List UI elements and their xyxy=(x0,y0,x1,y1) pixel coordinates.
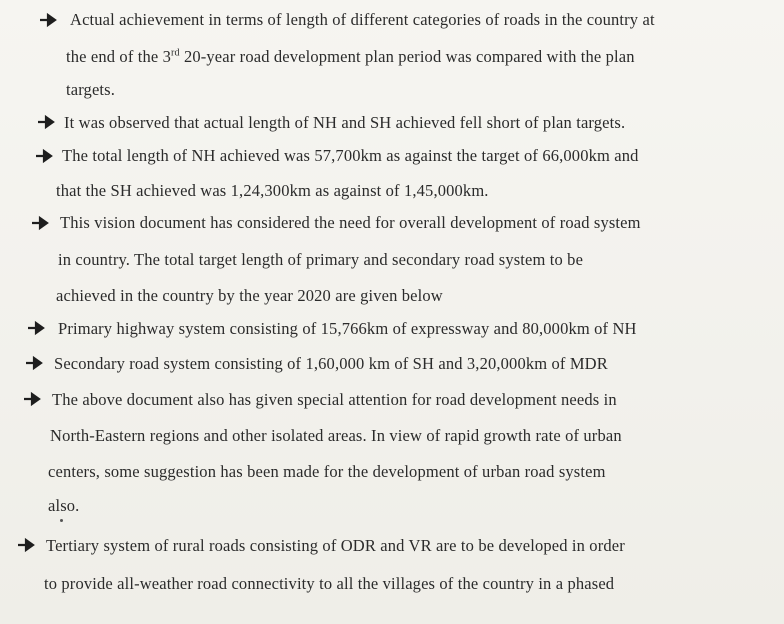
arrow-bullet-icon xyxy=(36,114,58,130)
text-line: The total length of NH achieved was 57,700km as against the target of 66,000km and xyxy=(62,146,639,165)
text-line: Actual achievement in terms of length of different categories of roads in the country at xyxy=(70,10,655,29)
arrow-bullet-icon xyxy=(34,148,56,164)
text-line: The above document also has given special attention for road development needs in xyxy=(52,390,617,409)
text-line: Secondary road system consisting of 1,60,000 km of SH and 3,20,000km of MDR xyxy=(54,354,608,373)
text-line: to provide all-weather road connectivity to all the villages of the country in a phased xyxy=(44,574,615,593)
text-line: It was observed that actual length of NH and SH achieved fell short of plan targets. xyxy=(64,113,626,132)
arrow-bullet-icon xyxy=(24,355,46,371)
arrow-bullet-icon xyxy=(16,537,38,553)
text-line: Primary highway system consisting of 15,766km of expressway and 80,000km of NH xyxy=(58,319,637,338)
text-line: that the SH achieved was 1,24,300km as against of 1,45,000km. xyxy=(56,181,489,200)
arrow-bullet-icon xyxy=(38,12,60,28)
text-line: in country. The total target length of primary and secondary road system to be xyxy=(58,250,584,269)
text-line: centers, some suggestion has been made for the development of urban road system xyxy=(48,462,606,481)
arrow-bullet-icon xyxy=(26,320,48,336)
text-line: also. xyxy=(48,496,80,515)
text-line: targets. xyxy=(66,80,116,99)
stray-mark xyxy=(60,519,63,522)
arrow-bullet-icon xyxy=(30,215,52,231)
text-line: the end of the 3rd 20-year road development plan period was compared with the plan xyxy=(66,47,635,66)
text-line: This vision document has considered the need for overall development of road system xyxy=(60,213,641,232)
text-line: Tertiary system of rural roads consisting of ODR and VR are to be developed in order xyxy=(46,536,625,555)
arrow-bullet-icon xyxy=(22,391,44,407)
text-line: North-Eastern regions and other isolated areas. In view of rapid growth rate of urban xyxy=(50,426,622,445)
text-line: achieved in the country by the year 2020 are given below xyxy=(56,286,443,305)
